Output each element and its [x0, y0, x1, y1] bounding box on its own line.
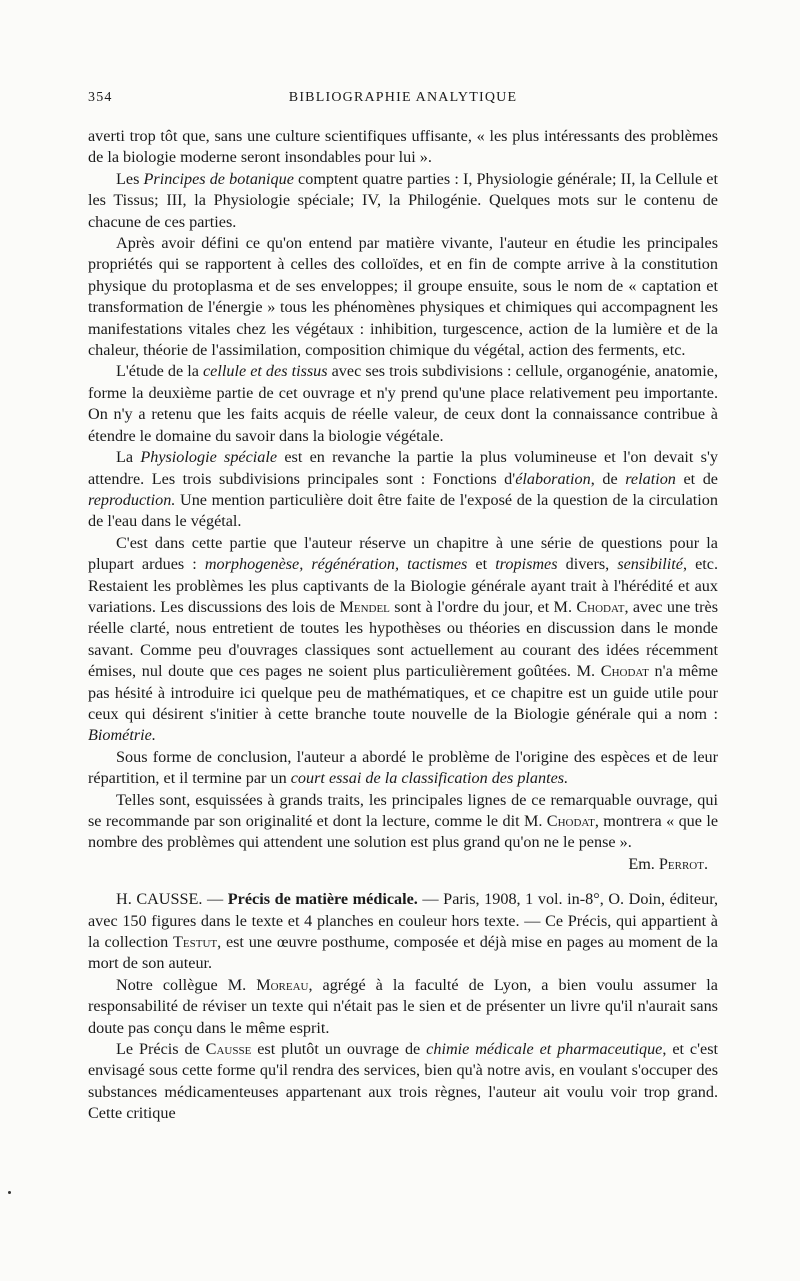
text: Notre collègue M.	[116, 975, 257, 994]
text: , avec une très réelle clarté, nous entretient de toutes les hypothèses ou théories en discussion dans le monde savant. Comme peu d'ouvrages classiques sont actuellement au courant des idées récemment émises, nul doute que ces pages ne soient plus particulièrement goûtées. M.	[88, 597, 718, 681]
text: et	[467, 555, 496, 574]
paragraph-6	[88, 533, 718, 747]
paragraph-3: Après avoir défini ce qu'on entend par matière vivante, l'auteur en étudie les principales propriétés qui se rapportent à celles des colloïdes, et en fin de compte arrive à la constitution physique du protoplasma et de ses enveloppes; il groupe ensuite, sous le nom de « captation et transformation de l'énergie » tous les phénomènes physiques et chimiques qui accompagnent les manifestations vitales chez les végétaux : inhibition, turgescence, action de la lumière et de la chaleur, théorie de l'assimilation, composition chimique du végétal, action des ferments, etc.	[88, 234, 718, 360]
page-header	[88, 90, 718, 112]
paragraph-4	[88, 361, 718, 447]
text: , est une œuvre posthume, composée et déjà mise en pages au moment de la mort de son auteur.	[88, 933, 718, 973]
book-title: Principes de botanique	[143, 169, 294, 188]
italic-term: chimie médicale et pharmaceutique	[426, 1040, 663, 1059]
margin-speck	[8, 1191, 11, 1194]
collection-name: Testut	[173, 933, 218, 952]
text: Le Précis de	[116, 1040, 206, 1059]
text: Une mention particulière doit être faite de l'exposé de la question de la circulation de l'eau dans le végétal.	[88, 490, 718, 531]
person-name: Chodat	[546, 812, 595, 830]
paragraph-5	[88, 447, 718, 533]
text: n'a même pas hésité à introduire ici quelque peu de mathématiques, et ce chapitre est un guide utile pour ceux qui désirent s'initier à cette branche toute nouvelle de la Biologie générale qui a nom :	[88, 662, 718, 723]
text: est en revanche la partie la plus volumineuse et l'on devait s'y attendre. Les trois subdivisions principales sont : Fonctions d'	[88, 448, 718, 488]
text: et de	[675, 469, 718, 488]
page-number: 354	[88, 90, 113, 105]
text: —	[202, 890, 228, 909]
person-name: Chodat	[576, 597, 625, 616]
italic-term: Physiologie spéciale	[140, 448, 278, 467]
italic-term: sensibilité	[617, 555, 683, 574]
text: — Paris, 1908, 1 vol. in-8°, O. Doin, éditeur, avec 150 figures dans le texte et 4 planches en couleur hors texte. — Ce Précis, qui appartient à la collection	[88, 890, 718, 952]
text: avec ses trois subdivisions : cellule, organogénie, anatomie, forme la deuxième partie de cet ouvrage et n'y prend qu'une place relativement peu importante. On n'y a retenu que les faits acquis de réelle valeur, de ceux dont la connaissance contribue à étendre le domaine du savoir dans la biologie végétale.	[88, 362, 719, 445]
paragraph-7	[88, 747, 718, 790]
text: Telles sont, esquissées à grands traits, les principales lignes de ce remarquable ouvrage, qui se recommande par son originalité et dont la lecture, comme le dit M.	[88, 790, 718, 830]
text: divers,	[557, 555, 618, 574]
italic-term: élaboration	[515, 469, 591, 488]
italic-term: morphogenèse, régénération, tactismes	[204, 555, 468, 574]
text: , de	[590, 469, 626, 488]
page-body	[88, 126, 718, 1125]
text: Les	[116, 169, 144, 188]
text: sont à l'ordre du jour, et M.	[389, 597, 577, 616]
person-name: Moreau	[256, 975, 309, 994]
signature	[88, 854, 718, 875]
text: , montrera « que le nombre des problèmes qui attendent une solution est plus grand qu'on ne le pense ».	[88, 812, 718, 852]
italic-term: court essai de la classification des plantes.	[290, 769, 569, 788]
review-title: Précis de matière médicale.	[227, 890, 418, 909]
paragraph-8	[88, 790, 718, 854]
text: , et c'est envisagé sous cette forme qu'il rendra des services, bien qu'à notre avis, en voulant s'occuper des substances médicamenteuses appartenant aux trois règnes, l'auteur ait voulu voir trop grand. Cette critique	[88, 1040, 719, 1123]
text: , etc. Restaient les problèmes les plus captivants de la Biologie générale ayant trait à l'hérédité et aux variations. Les discussions des lois de	[88, 555, 719, 616]
text: L'étude de la	[116, 362, 203, 381]
page	[88, 90, 718, 1125]
person-name: Causse	[205, 1040, 252, 1059]
review-author: H. CAUSSE.	[116, 890, 203, 909]
text: comptent quatre parties : I, Physiologie générale; II, la Cellule et les Tissus; III, la Physiologie spéciale; IV, la Philogénie. Quelques mots sur le contenu de chacune de ces parties.	[88, 169, 718, 231]
review-2-paragraph-3	[88, 1039, 718, 1125]
text: Sous forme de conclusion, l'auteur a abordé le problème de l'origine des espèces et de leur répartition, et il termine par un	[88, 747, 718, 788]
running-title: BIBLIOGRAPHIE ANALYTIQUE	[288, 90, 518, 105]
signature-name: Perrot.	[658, 854, 708, 873]
paragraph-1: averti trop tôt que, sans une culture scientifiques uffisante, « les plus intéressants des problèmes de la biologie moderne seront insondables pour lui ».	[88, 127, 718, 167]
paragraph-2	[88, 169, 718, 233]
text: La	[116, 448, 141, 467]
text: C'est dans cette partie que l'auteur réserve un chapitre à une série de questions pour la plupart ardues :	[88, 533, 718, 574]
signature-initials: Em.	[628, 854, 655, 873]
text: est plutôt un ouvrage de	[251, 1040, 427, 1059]
italic-term: relation	[625, 469, 676, 488]
review-2	[88, 889, 718, 1124]
italic-term: cellule et des tissus	[203, 362, 328, 381]
person-name: Chodat	[600, 662, 649, 681]
text: , agrégé à la faculté de Lyon, a bien voulu assumer la responsabilité de réviser un texte qui n'était pas le sien et de présenter un livre qu'il n'aurait sans doute pas conçu dans le même esprit.	[88, 975, 718, 1037]
review-2-heading	[88, 889, 718, 975]
italic-term: tropismes	[495, 555, 558, 574]
italic-term: Biométrie.	[88, 726, 156, 745]
italic-term: reproduction.	[88, 490, 176, 509]
person-name: Mendel	[339, 597, 390, 616]
review-2-paragraph-2	[88, 975, 718, 1039]
